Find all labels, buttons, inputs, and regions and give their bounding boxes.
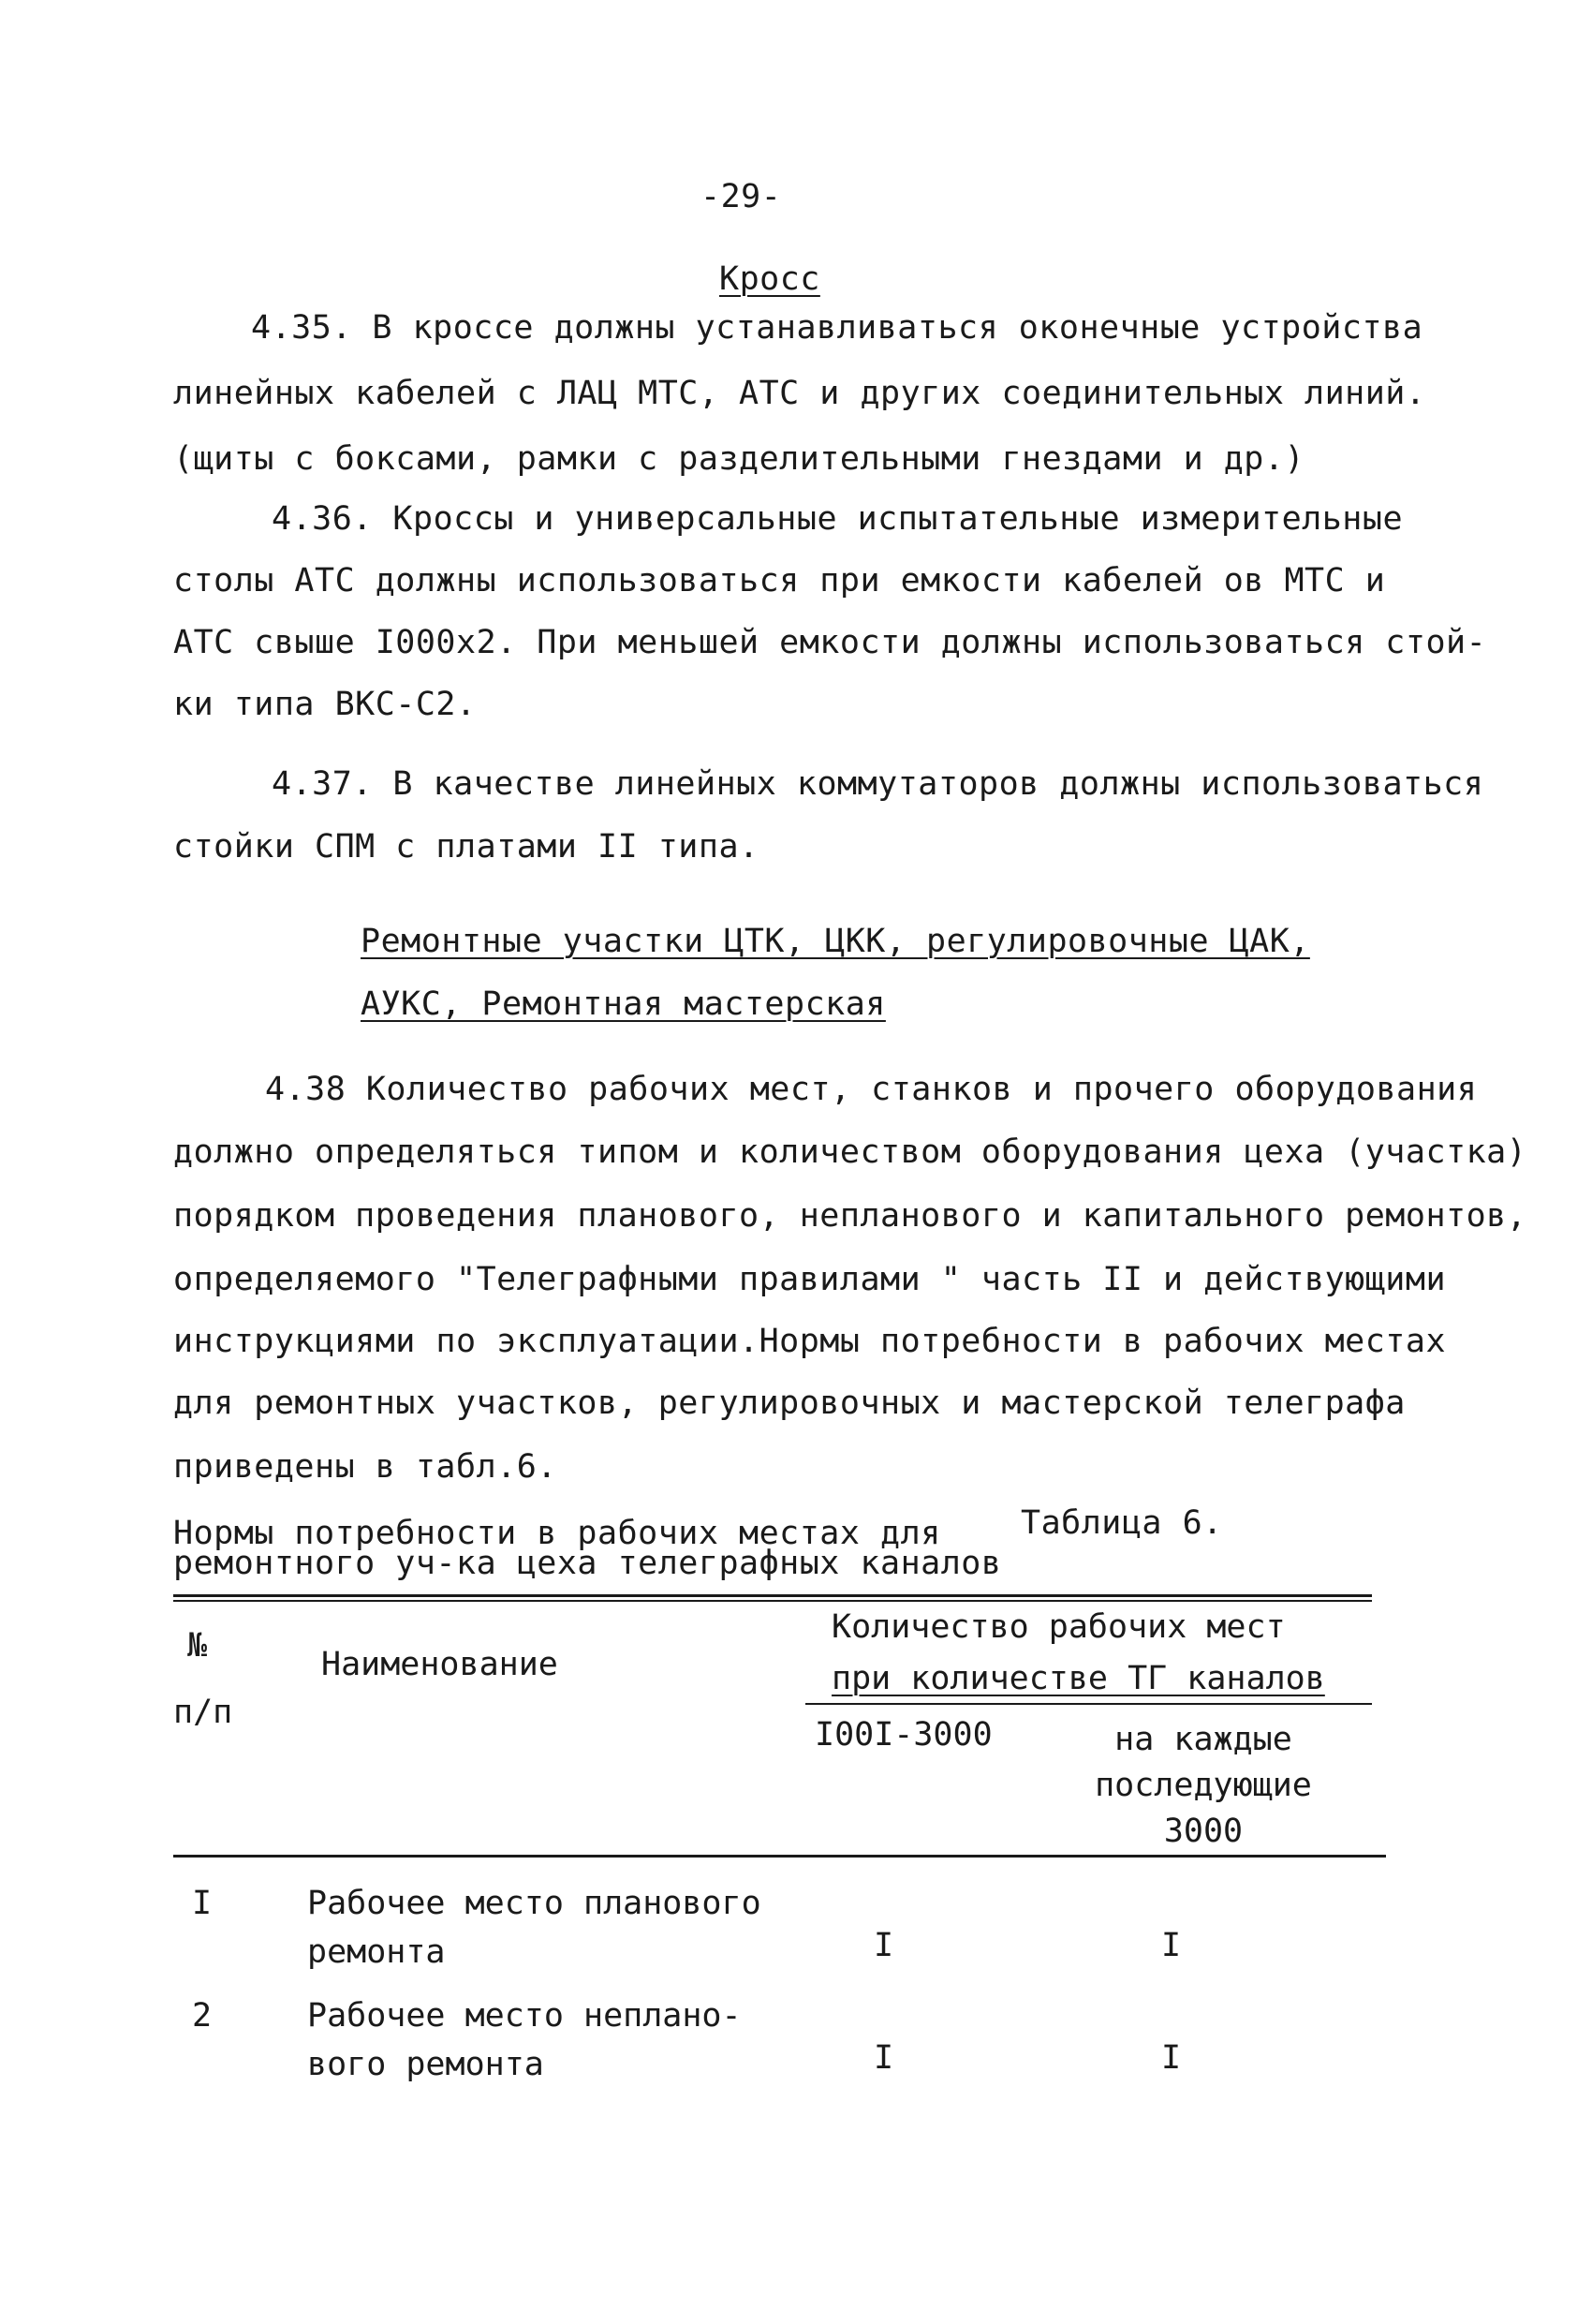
- paragraph-4-36-line: АТС свыше I000x2. При меньшей емкости должны использоваться стой-: [173, 624, 1487, 661]
- table-row-value-col2: I: [1161, 1927, 1182, 1964]
- table-row-name: вого ремонта: [307, 2046, 544, 2083]
- header-group-subtitle: при количестве ТГ каналов: [832, 1660, 1325, 1697]
- header-col-each-next: 3000: [1163, 1813, 1244, 1850]
- paragraph-4-38-line: порядком проведения планового, непланового и капитального ремонтов,: [173, 1197, 1527, 1235]
- paragraph-4-38-line: должно определяться типом и количеством оборудования цеха (участка): [173, 1133, 1527, 1171]
- header-number-pp: п/п: [173, 1694, 233, 1731]
- table-row-value-col2: I: [1161, 2039, 1182, 2077]
- table-caption-line: Нормы потребности в рабочих местах для: [173, 1515, 941, 1552]
- paragraph-4-38-line: приведены в табл.6.: [173, 1448, 557, 1486]
- paragraph-4-38-line: определяемого "Телеграфными правилами " часть II и действующими: [173, 1261, 1447, 1298]
- paragraph-4-38-line: для ремонтных участков, регулировочных и мастерской телеграфа: [173, 1384, 1406, 1422]
- paragraph-4-36-line: ки типа ВКС-С2.: [173, 686, 477, 723]
- table-caption-line: ремонтного уч-ка цеха телеграфных каналов: [173, 1545, 1002, 1582]
- section-heading-repair: АУКС, Ремонтная мастерская: [361, 985, 886, 1023]
- section-heading-repair: Ремонтные участки ЦТК, ЦКК, регулировочные ЦАК,: [361, 923, 1310, 960]
- table-row-value-col1: I: [874, 2039, 894, 2077]
- page-number: -29-: [700, 178, 782, 215]
- table-row-value-col1: I: [874, 1927, 894, 1964]
- table-row-name: Рабочее место планового: [307, 1885, 761, 1922]
- header-group-rule: [805, 1703, 1372, 1705]
- header-group-title: Количество рабочих мест: [832, 1608, 1286, 1646]
- header-name: Наименование: [321, 1646, 558, 1683]
- table-row-number: I: [192, 1885, 213, 1922]
- paragraph-4-37-line: стойки СПМ с платами II типа.: [173, 828, 759, 866]
- table-label: Таблица 6.: [1021, 1504, 1223, 1542]
- header-number-symbol: №: [187, 1627, 208, 1665]
- paragraph-4-36-line: 4.36. Кроссы и универсальные испытательные измерительные: [272, 500, 1404, 538]
- header-col-each-next: последующие: [1095, 1767, 1312, 1804]
- table-top-rule: [173, 1594, 1372, 1597]
- header-col-1001-3000: I00I-3000: [815, 1716, 993, 1754]
- paragraph-4-35-line: 4.35. В кроссе должны устанавливаться оконечные устройства: [251, 309, 1423, 347]
- paragraph-4-36-line: столы АТС должны использоваться при емкости кабелей ов МТС и: [173, 562, 1386, 600]
- paragraph-4-38-line: инструкциями по эксплуатации.Нормы потребности в рабочих местах: [173, 1323, 1447, 1360]
- paragraph-4-35-line: линейных кабелей с ЛАЦ МТС, АТС и других соединительных линий.: [173, 375, 1426, 412]
- section-heading-kross: Кросс: [719, 260, 820, 298]
- table-header-rule: [173, 1855, 1386, 1858]
- paragraph-4-38-line: 4.38 Количество рабочих мест, станков и прочего оборудования: [265, 1071, 1478, 1108]
- paragraph-4-37-line: 4.37. В качестве линейных коммутаторов должны использоваться: [272, 765, 1484, 803]
- table-row-number: 2: [192, 1997, 213, 2035]
- header-col-each-next: на каждые: [1114, 1721, 1292, 1758]
- table-top-rule-double: [173, 1600, 1372, 1602]
- paragraph-4-35-line: (щиты с боксами, рамки с разделительными гнездами и др.): [173, 440, 1305, 478]
- table-row-name: Рабочее место неплано-: [307, 1997, 742, 2035]
- table-row-name: ремонта: [307, 1933, 446, 1971]
